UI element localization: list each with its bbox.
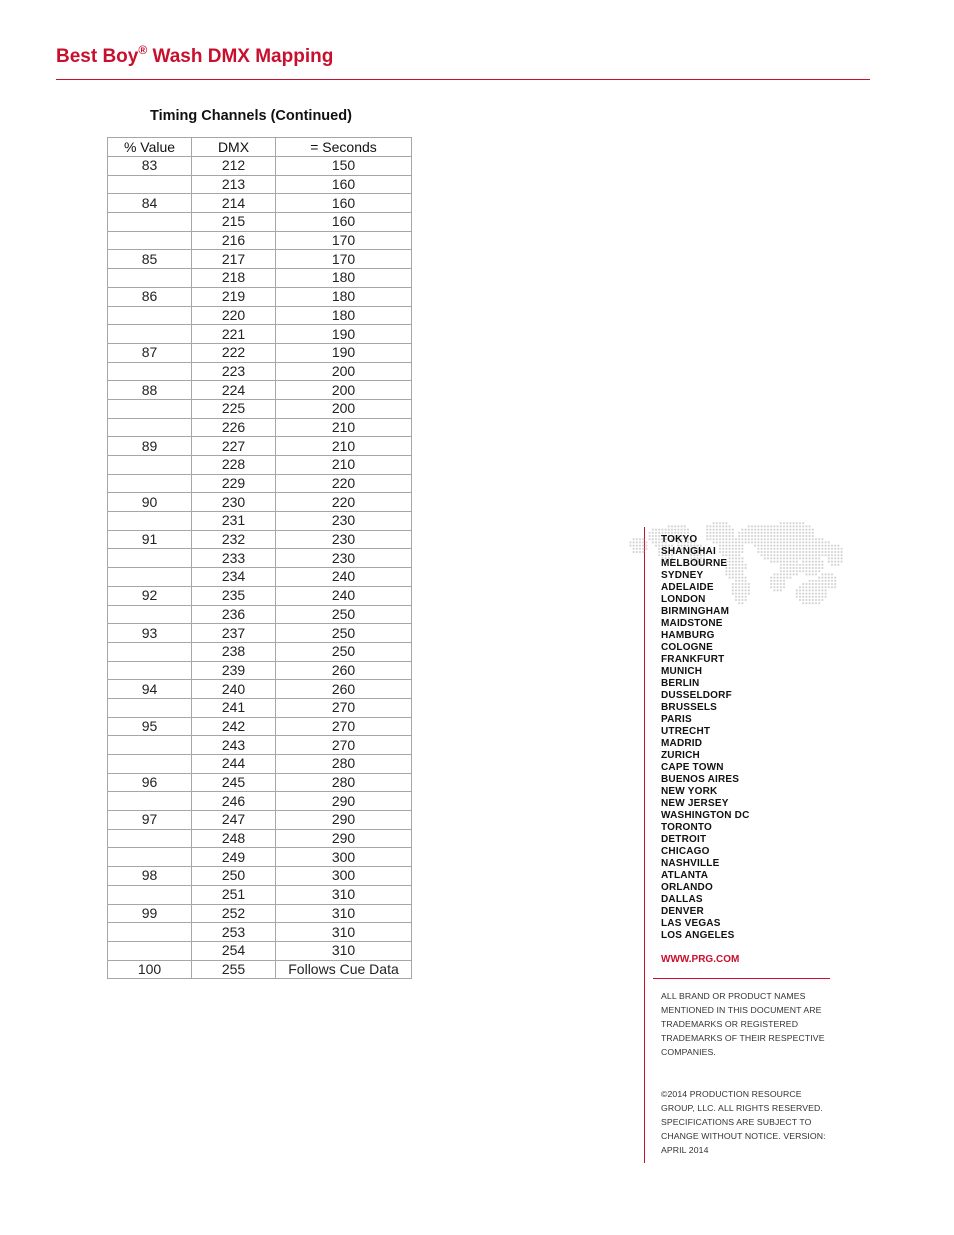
city-item: CAPE TOWN <box>661 762 724 773</box>
copyright-notice: ©2014 PRODUCTION RESOURCE GROUP, LLC. ALL RIGHTS RESERVED. SPECIFICATIONS ARE SUBJECT TO CHANGE WITHOUT NOTICE. VERSION: APRIL 2014 <box>661 1089 826 1155</box>
cell-dmx: 219 <box>192 287 276 306</box>
city-item: SHANGHAI <box>661 546 716 557</box>
cell-percent-value: 91 <box>108 530 192 549</box>
cell-dmx: 249 <box>192 848 276 867</box>
cell-seconds: 290 <box>276 792 412 811</box>
cell-seconds: 190 <box>276 325 412 344</box>
cell-dmx: 227 <box>192 437 276 456</box>
table-row <box>108 194 412 213</box>
cell-percent-value <box>108 231 192 250</box>
cell-dmx: 213 <box>192 175 276 194</box>
table-row <box>108 792 412 811</box>
cell-seconds: 250 <box>276 642 412 661</box>
registered-mark: ® <box>138 43 148 57</box>
cell-percent-value: 87 <box>108 343 192 362</box>
cell-seconds: 200 <box>276 362 412 381</box>
cell-percent-value <box>108 474 192 493</box>
cell-percent-value <box>108 642 192 661</box>
cell-seconds: 190 <box>276 343 412 362</box>
cell-dmx: 222 <box>192 343 276 362</box>
cell-dmx: 239 <box>192 661 276 680</box>
table-row <box>108 456 412 475</box>
city-item: SYDNEY <box>661 570 704 581</box>
cell-seconds: 270 <box>276 736 412 755</box>
table-row <box>108 680 412 699</box>
cell-seconds: 270 <box>276 698 412 717</box>
cell-dmx: 230 <box>192 493 276 512</box>
city-item: PARIS <box>661 714 692 725</box>
cell-dmx: 228 <box>192 456 276 475</box>
city-item: TOKYO <box>661 534 698 545</box>
city-item: LONDON <box>661 594 706 605</box>
city-item: COLOGNE <box>661 642 713 653</box>
cell-dmx: 216 <box>192 231 276 250</box>
table-row <box>108 624 412 643</box>
cell-dmx: 241 <box>192 698 276 717</box>
cell-seconds: 250 <box>276 605 412 624</box>
table-row <box>108 362 412 381</box>
table-row <box>108 586 412 605</box>
city-item: CHICAGO <box>661 846 710 857</box>
city-item: DALLAS <box>661 894 703 905</box>
cell-dmx: 225 <box>192 399 276 418</box>
cell-dmx: 242 <box>192 717 276 736</box>
cell-percent-value <box>108 456 192 475</box>
cell-percent-value <box>108 661 192 680</box>
cell-percent-value: 95 <box>108 717 192 736</box>
cell-percent-value <box>108 269 192 288</box>
column-header-seconds: = Seconds <box>276 138 412 157</box>
cell-dmx: 255 <box>192 960 276 979</box>
cell-dmx: 238 <box>192 642 276 661</box>
table-row <box>108 717 412 736</box>
cell-percent-value <box>108 418 192 437</box>
cell-dmx: 212 <box>192 157 276 176</box>
city-item: BUENOS AIRES <box>661 774 740 785</box>
cell-seconds: 260 <box>276 680 412 699</box>
cell-dmx: 244 <box>192 755 276 774</box>
cell-percent-value <box>108 325 192 344</box>
table-row <box>108 755 412 774</box>
cell-seconds: 300 <box>276 867 412 886</box>
cell-percent-value <box>108 829 192 848</box>
table-row <box>108 904 412 923</box>
cell-dmx: 254 <box>192 941 276 960</box>
cell-seconds: 180 <box>276 306 412 325</box>
cell-seconds: 200 <box>276 399 412 418</box>
cell-dmx: 253 <box>192 923 276 942</box>
table-row <box>108 231 412 250</box>
table-row <box>108 568 412 587</box>
cell-dmx: 246 <box>192 792 276 811</box>
table-row <box>108 811 412 830</box>
cell-dmx: 240 <box>192 680 276 699</box>
cell-seconds: 310 <box>276 885 412 904</box>
timing-channels-table <box>107 137 412 979</box>
title-rest: Wash DMX Mapping <box>147 46 334 67</box>
table-row <box>108 960 412 979</box>
table-row <box>108 343 412 362</box>
cell-seconds: 280 <box>276 755 412 774</box>
table-row <box>108 418 412 437</box>
table-row <box>108 736 412 755</box>
cell-percent-value: 97 <box>108 811 192 830</box>
cell-percent-value: 84 <box>108 194 192 213</box>
cell-seconds: 270 <box>276 717 412 736</box>
table-row <box>108 493 412 512</box>
cell-dmx: 252 <box>192 904 276 923</box>
cell-dmx: 217 <box>192 250 276 269</box>
cell-dmx: 220 <box>192 306 276 325</box>
sidebar-rule <box>653 978 830 979</box>
table-row <box>108 698 412 717</box>
cell-percent-value <box>108 549 192 568</box>
cell-dmx: 231 <box>192 512 276 531</box>
city-item: ORLANDO <box>661 882 713 893</box>
cell-percent-value: 85 <box>108 250 192 269</box>
cell-percent-value <box>108 306 192 325</box>
sidebar-divider <box>644 527 645 1163</box>
cell-percent-value: 86 <box>108 287 192 306</box>
cell-seconds: 170 <box>276 231 412 250</box>
cell-percent-value <box>108 605 192 624</box>
city-item: ZURICH <box>661 750 700 761</box>
cell-seconds: 220 <box>276 474 412 493</box>
city-item: NEW YORK <box>661 786 718 797</box>
cell-seconds: Follows Cue Data <box>276 960 412 979</box>
city-item: DENVER <box>661 906 704 917</box>
table-row <box>108 867 412 886</box>
cell-percent-value <box>108 213 192 232</box>
cell-dmx: 247 <box>192 811 276 830</box>
cell-seconds: 260 <box>276 661 412 680</box>
cell-seconds: 200 <box>276 381 412 400</box>
cell-seconds: 160 <box>276 194 412 213</box>
cell-seconds: 300 <box>276 848 412 867</box>
cell-dmx: 236 <box>192 605 276 624</box>
table-row <box>108 848 412 867</box>
table-row <box>108 325 412 344</box>
city-item: MAIDSTONE <box>661 618 723 629</box>
cell-dmx: 214 <box>192 194 276 213</box>
column-header-percent: % Value <box>108 138 192 157</box>
city-item: MELBOURNE <box>661 558 728 569</box>
cell-seconds: 160 <box>276 213 412 232</box>
table-row <box>108 306 412 325</box>
cell-seconds: 240 <box>276 586 412 605</box>
cell-seconds: 170 <box>276 250 412 269</box>
cell-percent-value <box>108 941 192 960</box>
cell-percent-value: 83 <box>108 157 192 176</box>
cell-percent-value <box>108 792 192 811</box>
cell-seconds: 310 <box>276 923 412 942</box>
city-item: HAMBURG <box>661 630 715 641</box>
cell-percent-value: 89 <box>108 437 192 456</box>
cell-percent-value: 98 <box>108 867 192 886</box>
cell-seconds: 240 <box>276 568 412 587</box>
table-row <box>108 474 412 493</box>
cell-percent-value: 93 <box>108 624 192 643</box>
cell-dmx: 226 <box>192 418 276 437</box>
cell-percent-value: 94 <box>108 680 192 699</box>
cell-seconds: 310 <box>276 941 412 960</box>
cell-percent-value: 100 <box>108 960 192 979</box>
cell-dmx: 221 <box>192 325 276 344</box>
city-item: BRUSSELS <box>661 702 718 713</box>
cell-percent-value: 99 <box>108 904 192 923</box>
cell-percent-value <box>108 923 192 942</box>
table-row <box>108 287 412 306</box>
page-title <box>56 43 334 68</box>
cell-seconds: 230 <box>276 530 412 549</box>
cell-seconds: 210 <box>276 418 412 437</box>
cell-dmx: 229 <box>192 474 276 493</box>
city-item: DETROIT <box>661 834 707 845</box>
cell-percent-value <box>108 736 192 755</box>
cell-percent-value <box>108 885 192 904</box>
table-row <box>108 829 412 848</box>
cell-dmx: 233 <box>192 549 276 568</box>
cell-seconds: 160 <box>276 175 412 194</box>
city-item: LOS ANGELES <box>661 930 735 941</box>
cell-percent-value <box>108 698 192 717</box>
city-item: BERLIN <box>661 678 700 689</box>
table-row <box>108 381 412 400</box>
cell-dmx: 235 <box>192 586 276 605</box>
city-item: MADRID <box>661 738 703 749</box>
table-row <box>108 437 412 456</box>
table-row <box>108 269 412 288</box>
cell-seconds: 280 <box>276 773 412 792</box>
cell-dmx: 243 <box>192 736 276 755</box>
table-row <box>108 605 412 624</box>
table-row <box>108 923 412 942</box>
table-row <box>108 157 412 176</box>
cell-seconds: 180 <box>276 287 412 306</box>
cell-percent-value: 96 <box>108 773 192 792</box>
cell-seconds: 250 <box>276 624 412 643</box>
table-row <box>108 885 412 904</box>
cell-dmx: 245 <box>192 773 276 792</box>
cell-seconds: 290 <box>276 829 412 848</box>
table-row <box>108 941 412 960</box>
table-row <box>108 549 412 568</box>
cell-dmx: 224 <box>192 381 276 400</box>
city-item: UTRECHT <box>661 726 711 737</box>
cell-percent-value <box>108 512 192 531</box>
cell-percent-value <box>108 362 192 381</box>
city-item: TORONTO <box>661 822 713 833</box>
cell-seconds: 210 <box>276 437 412 456</box>
cell-dmx: 223 <box>192 362 276 381</box>
city-item: WASHINGTON DC <box>661 810 750 821</box>
table-row <box>108 661 412 680</box>
cell-percent-value <box>108 755 192 774</box>
trademark-notice: ALL BRAND OR PRODUCT NAMES MENTIONED IN THIS DOCUMENT ARE TRADEMARKS OR REGISTERED TRADEMARKS OF THEIR RESPECTIVE COMPANIES. <box>661 991 825 1057</box>
city-item: NEW JERSEY <box>661 798 729 809</box>
table-row <box>108 250 412 269</box>
section-heading: Timing Channels (Continued) <box>150 108 352 124</box>
title-brand: Best Boy <box>56 46 139 67</box>
table-row <box>108 773 412 792</box>
cell-seconds: 150 <box>276 157 412 176</box>
city-item: BIRMINGHAM <box>661 606 730 617</box>
city-item: NASHVILLE <box>661 858 720 869</box>
table-header-row <box>108 138 412 157</box>
cell-seconds: 290 <box>276 811 412 830</box>
cell-dmx: 250 <box>192 867 276 886</box>
table-row <box>108 530 412 549</box>
table-row <box>108 642 412 661</box>
website-link[interactable]: WWW.PRG.COM <box>661 954 740 965</box>
cell-seconds: 220 <box>276 493 412 512</box>
title-divider <box>56 79 870 80</box>
cell-dmx: 251 <box>192 885 276 904</box>
cell-seconds: 230 <box>276 549 412 568</box>
table-row <box>108 399 412 418</box>
cell-seconds: 180 <box>276 269 412 288</box>
cell-percent-value: 90 <box>108 493 192 512</box>
table-row <box>108 512 412 531</box>
office-city-list <box>661 534 750 942</box>
cell-percent-value: 88 <box>108 381 192 400</box>
cell-percent-value <box>108 399 192 418</box>
cell-dmx: 234 <box>192 568 276 587</box>
table-row <box>108 175 412 194</box>
cell-percent-value <box>108 848 192 867</box>
cell-dmx: 215 <box>192 213 276 232</box>
table-row <box>108 213 412 232</box>
cell-dmx: 218 <box>192 269 276 288</box>
cell-seconds: 230 <box>276 512 412 531</box>
table-body <box>108 157 412 979</box>
cell-percent-value <box>108 568 192 587</box>
cell-seconds: 210 <box>276 456 412 475</box>
column-header-dmx: DMX <box>192 138 276 157</box>
cell-percent-value: 92 <box>108 586 192 605</box>
city-item: ADELAIDE <box>661 582 714 593</box>
cell-dmx: 248 <box>192 829 276 848</box>
city-item: MUNICH <box>661 666 703 677</box>
city-item: FRANKFURT <box>661 654 725 665</box>
city-item: DUSSELDORF <box>661 690 732 701</box>
cell-dmx: 237 <box>192 624 276 643</box>
city-item: LAS VEGAS <box>661 918 721 929</box>
city-item: ATLANTA <box>661 870 709 881</box>
cell-dmx: 232 <box>192 530 276 549</box>
cell-seconds: 310 <box>276 904 412 923</box>
cell-percent-value <box>108 175 192 194</box>
